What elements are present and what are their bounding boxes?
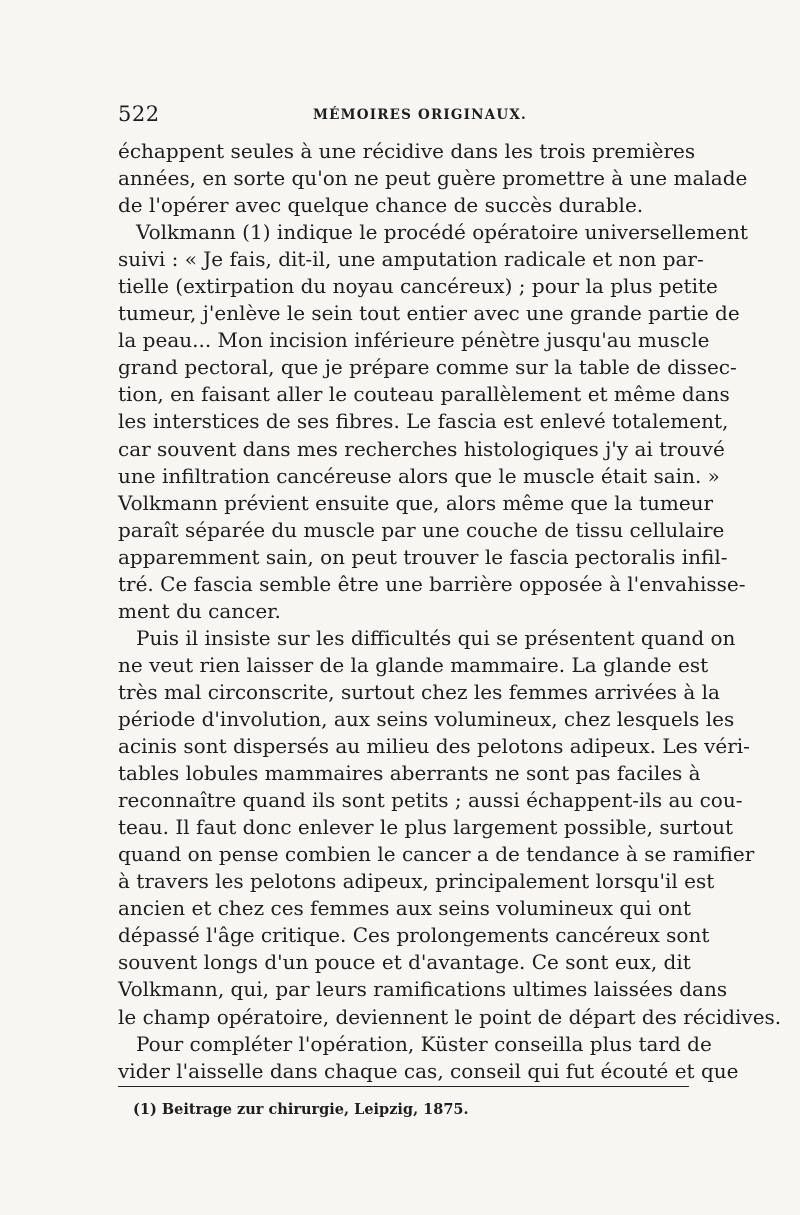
running-title: MÉMOIRES ORIGINAUX. bbox=[313, 107, 527, 123]
text-line: très mal circonscrite, surtout chez les femmes arrivées à la bbox=[118, 679, 720, 704]
text-line: reconnaître quand ils sont petits ; aussi échappent-ils au cou- bbox=[118, 788, 743, 813]
text-line: teau. Il faut donc enlever le plus largement possible, surtout bbox=[118, 815, 734, 840]
text-line: tion, en faisant aller le couteau parallèlement et même dans bbox=[118, 382, 730, 407]
text-line: la peau... Mon incision inférieure pénètre jusqu'au muscle bbox=[118, 328, 710, 353]
text-line: ment du cancer. bbox=[118, 598, 281, 623]
text-line: Volkmann prévient ensuite que, alors même que la tumeur bbox=[118, 490, 714, 515]
text-line: tielle (extirpation du noyau cancéreux) ; pour la plus petite bbox=[118, 274, 718, 299]
text-line: période d'involution, aux seins volumineux, chez lesquels les bbox=[118, 706, 735, 731]
text-line: années, en sorte qu'on ne peut guère promettre à une malade bbox=[118, 166, 748, 191]
text-line: de l'opérer avec quelque chance de succès durable. bbox=[118, 193, 644, 218]
page-number: 522 bbox=[118, 102, 160, 126]
text-line: ancien et chez ces femmes aux seins volumineux qui ont bbox=[118, 896, 691, 921]
text-line: paraît séparée du muscle par une couche de tissu cellulaire bbox=[118, 517, 725, 542]
footnote: (1) Beitrage zur chirurgie, Leipzig, 1875. bbox=[133, 1101, 469, 1118]
text-line: quand on pense combien le cancer a de tendance à se ramifier bbox=[118, 842, 755, 867]
text-line: à travers les pelotons adipeux, principalement lorsqu'il est bbox=[118, 869, 715, 894]
page-header bbox=[118, 102, 688, 130]
text-line: apparemment sain, on peut trouver le fascia pectoralis infil- bbox=[118, 544, 728, 569]
text-line: ne veut rien laisser de la glande mammaire. La glande est bbox=[118, 652, 709, 677]
text-line: tables lobules mammaires aberrants ne sont pas faciles à bbox=[118, 761, 701, 786]
text-line: les interstices de ses fibres. Le fascia est enlevé totalement, bbox=[118, 409, 729, 434]
text-line: Volkmann, qui, par leurs ramifications ultimes laissées dans bbox=[118, 977, 728, 1002]
text-line: souvent longs d'un pouce et d'avantage. Ce sont eux, dit bbox=[118, 950, 691, 975]
text-line: acinis sont dispersés au milieu des pelotons adipeux. Les véri- bbox=[118, 734, 750, 759]
text-line: tumeur, j'enlève le sein tout entier avec une grande partie de bbox=[118, 301, 740, 326]
text-line: suivi : « Je fais, dit-il, une amputation radicale et non par- bbox=[118, 247, 704, 272]
text-line: une infiltration cancéreuse alors que le muscle était sain. » bbox=[118, 463, 720, 488]
text-line: dépassé l'âge critique. Ces prolongements cancéreux sont bbox=[118, 923, 710, 948]
text-line: échappent seules à une récidive dans les trois premières bbox=[118, 139, 696, 163]
footnote-rule bbox=[118, 1086, 689, 1087]
text-line: vider l'aisselle dans chaque cas, conseil qui fut écouté et que bbox=[118, 1058, 739, 1083]
text-line: tré. Ce fascia semble être une barrière opposée à l'envahisse- bbox=[118, 571, 746, 596]
text-line: Pour compléter l'opération, Küster conseilla plus tard de bbox=[136, 1031, 712, 1056]
text-line: grand pectoral, que je prépare comme sur la table de dissec- bbox=[118, 355, 737, 380]
text-line: le champ opératoire, deviennent le point de départ des récidives. bbox=[118, 1004, 782, 1029]
body-text bbox=[118, 138, 782, 1085]
text-line: Volkmann (1) indique le procédé opératoire universellement bbox=[136, 220, 748, 245]
text-line: Puis il insiste sur les difficultés qui se présentent quand on bbox=[136, 625, 736, 650]
text-line: car souvent dans mes recherches histologiques j'y ai trouvé bbox=[118, 436, 725, 461]
